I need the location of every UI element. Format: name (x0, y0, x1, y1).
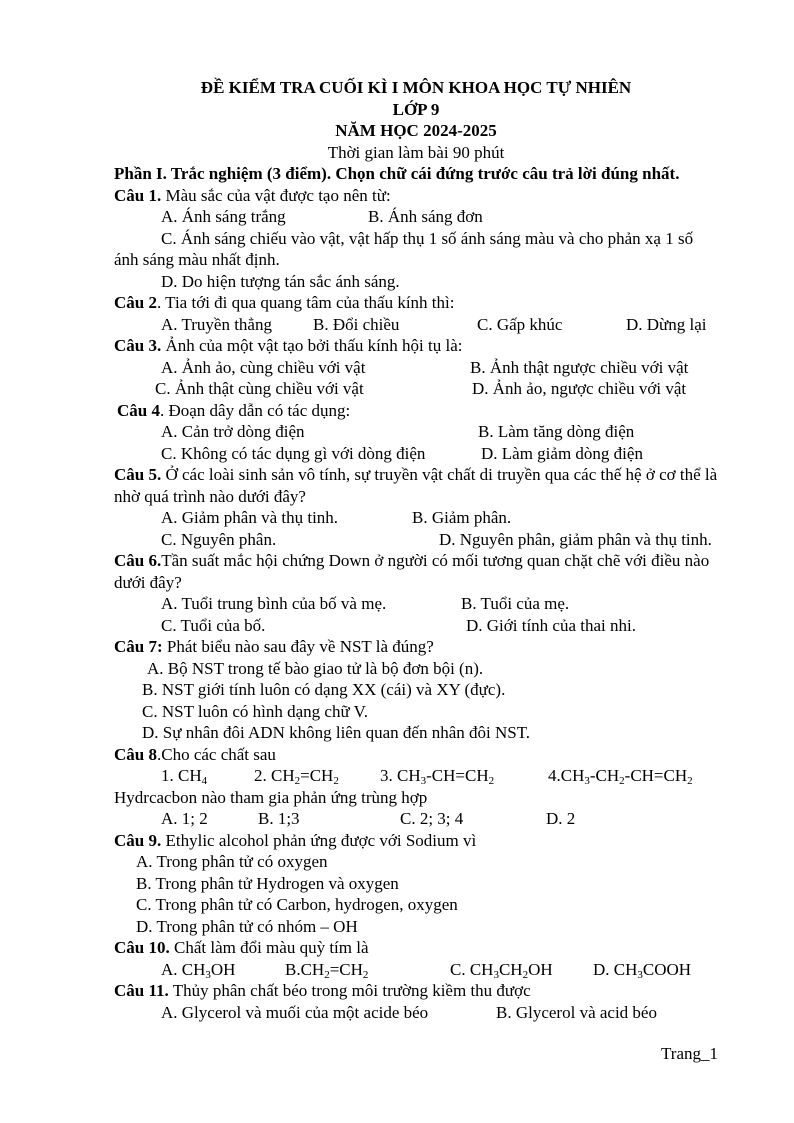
q2-option-d: D. Dừng lại (626, 314, 707, 334)
q10-option-d: D. $CH_3COOH$ (593, 959, 692, 981)
q6-option-c: C. Tuổi của bố. (161, 615, 266, 635)
q10-option-c: C. $CH_3CH_2OH$ (450, 959, 553, 981)
q1-option-c: C. Ánh sáng chiếu vào vật, vật hấp thụ 1 số ánh sáng màu và cho phản xạ 1 số ánh sáng màu nhất định. (114, 228, 694, 269)
q2-label: Câu 2 (114, 293, 157, 312)
q2-option-b: B. Đổi chiều (313, 314, 400, 334)
exam-time: Thời gian làm bài 90 phút (327, 142, 505, 162)
q3-option-d: D. Ảnh ảo, ngược chiều với vật (472, 379, 687, 398)
q1-option-b: B. Ánh sáng đơn (368, 207, 483, 226)
q4-options-cd (114, 443, 718, 465)
question-7 (114, 636, 718, 658)
q9-option-b: B. Trong phân tử Hydrogen và oxygen (136, 873, 399, 893)
q1-label: Câu 1. (114, 185, 162, 205)
q5-option-d: D. Nguyên phân, giảm phân và thụ tinh. (439, 529, 712, 549)
question-2 (114, 292, 718, 314)
q9-option-a: A. Trong phân tử có oxygen (136, 852, 328, 871)
q9-label: Câu 9. (114, 830, 162, 850)
question-4 (114, 400, 718, 422)
q8-substances (114, 765, 718, 787)
q4-label: Câu 4 (117, 400, 160, 420)
q2-option-c: C. Gấp khúc (477, 314, 563, 334)
question-6 (114, 550, 718, 593)
q5-options-cd (114, 529, 718, 551)
q8-prompt: Hydrcacbon nào tham gia phản ứng trùng hợp (114, 787, 428, 807)
q3-options-cd (114, 378, 718, 400)
q6-options-cd (114, 615, 718, 637)
q10-option-b: $B.CH_2=CH_2$ (285, 959, 369, 981)
q8-option-d: D. 2 (546, 809, 576, 828)
q8-substance-2: 2. $CH_2=CH_2$ (254, 766, 339, 787)
q7-option-a: A. Bộ NST trong tế bào giao tử là bộ đơn bội (n). (147, 658, 484, 678)
q5-text: Ở các loài sinh sản vô tính, sự truyền vật chất di truyền qua các thế hệ ở cơ thể là nhờ quá trình nào dưới đây? (114, 465, 718, 506)
q10-options (114, 959, 718, 981)
q7-label: Câu 7: (114, 637, 163, 656)
q3-option-a: A. Ảnh ảo, cùng chiều với vật (161, 357, 366, 377)
q10-text: Chất làm đổi màu quỳ tím là (169, 938, 369, 957)
q11-option-b: B. Glycerol và acid béo (496, 1002, 657, 1022)
part1-heading: Phần I. Trắc nghiệm (3 điểm). Chọn chữ cái đứng trước câu trả lời đúng nhất. (114, 164, 680, 183)
q1-option-d: D. Do hiện tượng tán sắc ánh sáng. (161, 271, 400, 291)
q11-option-a: A. Glycerol và muối của một acide béo (161, 1002, 429, 1022)
q6-option-a: A. Tuổi trung bình của bố và mẹ. (161, 594, 387, 613)
q9-option-c: C. Trong phân tử có Carbon, hydrogen, oxygen (136, 895, 458, 914)
question-11 (114, 980, 718, 1002)
q4-text: . Đoạn dây dẫn có tác dụng: (159, 400, 351, 420)
q9-text: Ethylic alcohol phản ứng được với Sodium vì (161, 830, 477, 850)
page-number: Trang_1 (661, 1044, 718, 1063)
q5-option-c: C. Nguyên phân. (161, 529, 277, 549)
q8-option-c: C. 2; 3; 4 (400, 809, 464, 828)
q5-label: Câu 5. (114, 465, 162, 484)
exam-grade: LỚP 9 (392, 99, 440, 119)
q3-option-c: C. Ảnh thật cùng chiều với vật (155, 379, 364, 398)
question-10 (114, 937, 718, 959)
q2-option-a: A. Truyền thẳng (161, 314, 272, 334)
question-9 (114, 830, 718, 852)
exam-content (114, 77, 718, 1023)
q3-option-b: B. Ảnh thật ngược chiều với vật (470, 357, 689, 377)
question-3 (114, 335, 718, 357)
q8-option-b: B. 1;3 (258, 809, 300, 828)
q4-option-c: C. Không có tác dụng gì với dòng điện (161, 443, 426, 463)
q7-option-b: B. NST giới tính luôn có dạng XX (cái) và XY (đực). (142, 680, 506, 699)
q1-text: Màu sắc của vật được tạo nên từ: (161, 185, 391, 205)
exam-title: ĐỀ KIỂM TRA CUỐI KÌ I MÔN KHOA HỌC TỰ NHIÊN (200, 78, 632, 97)
q6-options-ab (114, 593, 718, 615)
q11-label: Câu 11. (114, 981, 169, 1000)
q4-option-b: B. Làm tăng dòng điện (478, 422, 635, 441)
q3-text: Ảnh của một vật tạo bởi thấu kính hội tụ là: (161, 336, 463, 355)
q4-option-a: A. Cản trở dòng điện (161, 422, 305, 441)
q8-option-a: A. 1; 2 (161, 809, 208, 828)
q6-option-b: B. Tuổi của mẹ. (461, 594, 570, 613)
q4-option-d: D. Làm giảm dòng điện (481, 443, 643, 463)
q10-option-a: A. $CH_3OH$ (161, 959, 236, 981)
q1-options-ab (114, 206, 718, 228)
q8-substance-3: 3. $CH_3-CH=CH_2$ (380, 766, 495, 787)
q4-options-ab (114, 421, 718, 443)
q8-label: Câu 8 (114, 744, 157, 764)
q3-label: Câu 3. (114, 336, 162, 355)
q2-options (114, 314, 718, 336)
q6-text: Tần suất mắc hội chứng Down ở người có mối tương quan chặt chẽ với điều nào dưới đây? (114, 551, 710, 592)
q9-option-d: D. Trong phân tử có nhóm – OH (136, 916, 358, 936)
q2-text: . Tia tới đi qua quang tâm của thấu kính thì: (156, 293, 455, 312)
q5-options-ab (114, 507, 718, 529)
q8-substance-1: 1. $CH_4$ (161, 766, 208, 787)
question-8 (114, 744, 718, 766)
question-5 (114, 464, 718, 507)
q1-option-a: A. Ánh sáng trắng (161, 207, 286, 226)
q3-options-ab (114, 357, 718, 379)
q7-option-d: D. Sự nhân đôi ADN không liên quan đến nhân đôi NST. (142, 723, 531, 742)
q10-label: Câu 10. (114, 938, 170, 957)
question-1 (114, 185, 718, 207)
q8-options (114, 808, 718, 830)
q11-text: Thủy phân chất béo trong môi trường kiềm thu được (168, 981, 531, 1000)
q6-label: Câu 6. (114, 551, 162, 570)
exam-year: NĂM HỌC 2024-2025 (335, 121, 497, 140)
q5-option-b: B. Giảm phân. (412, 508, 512, 527)
q7-option-c: C. NST luôn có hình dạng chữ V. (142, 701, 368, 721)
q8-substance-4: $4.CH_3-CH_2-CH=CH_2$ (548, 766, 693, 787)
q7-text: Phát biểu nào sau đây về NST là đúng? (162, 637, 434, 656)
q5-option-a: A. Giảm phân và thụ tinh. (161, 508, 339, 527)
q8-text: .Cho các chất sau (156, 744, 276, 764)
q6-option-d: D. Giới tính của thai nhi. (466, 615, 636, 635)
q11-options (114, 1002, 718, 1024)
